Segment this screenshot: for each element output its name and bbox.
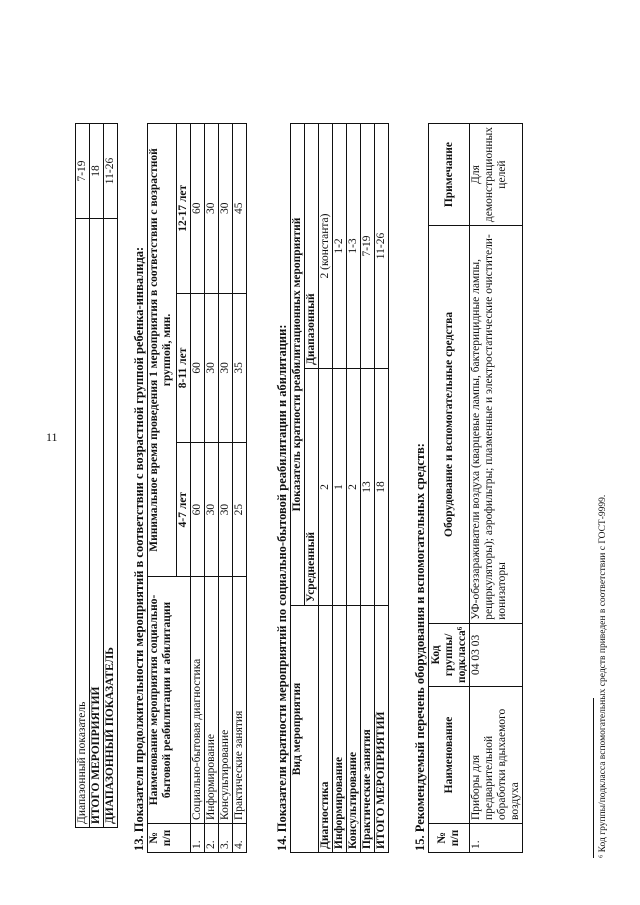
row-num: 1. [470,824,523,853]
row-value: 18 [90,124,104,219]
min-time-header: Минимальное время проведения 1 мероприятия в соответствии с возрастной группой, мин. [148,124,177,577]
kind-header: Вид мероприятия [291,606,319,853]
table-row [90,124,104,828]
table-row [347,124,361,853]
rotated-content [20,28,620,878]
row-avg: 1 [333,369,347,606]
table-row [76,124,90,828]
row-name: Информирование [333,606,347,853]
top-summary-table [75,123,118,828]
row-avg: 18 [375,369,389,606]
section15-table [428,123,523,853]
code-header: Код группы/подкласса⁶ [429,623,470,686]
row-name: Практические занятия [361,606,375,853]
age-header: 12-17 лет [177,124,191,294]
row-name: Информирование [205,577,219,824]
table-row [104,124,118,828]
note-header: Примечание [429,124,470,226]
table-row [233,124,247,853]
row-name: Социально-бытовая диагностика [191,577,205,824]
row-name: Консультирование [347,606,361,853]
row-value: 60 [191,124,205,294]
table-row [375,124,389,853]
table-header-row [429,124,470,853]
row-name: Диагностика [319,606,333,853]
footnote: ⁶ Код группы/подкласса вспомогательных средств приведен в соответствии с ГОСТ-9999. [598,494,608,858]
avg-header: Усредненный [305,369,319,606]
row-range: 2 (константа) [319,124,333,369]
row-num: 3. [219,824,233,853]
section13-table [147,123,247,853]
num-header: № п/п [148,824,191,853]
section15-title: 15. Рекомендуемый перечень оборудования и вспомогательных средств: [413,443,427,851]
row-value: 30 [219,293,233,443]
row-avg: 13 [361,369,375,606]
table-row [191,124,205,853]
table-row [219,124,233,853]
page-number: 11 [46,430,58,444]
row-label: Диапазонный показатель [76,219,90,828]
row-value: 7-19 [76,124,90,219]
section14-table [290,123,389,853]
row-label: ДИАПАЗОННЫЙ ПОКАЗАТЕЛЬ [104,219,118,828]
row-value: 25 [233,443,247,577]
row-value: 30 [205,293,219,443]
section13-title: 13. Показатели продолжительности мероприятий в соответствии с возрастной группой ребенка-инвалида: [132,246,146,851]
table-row [470,124,523,853]
row-name: ИТОГО МЕРОПРИЯТИЙ [375,606,389,853]
row-value: 11-26 [104,124,118,219]
table-row [319,124,333,853]
row-range: 1-2 [333,124,347,369]
row-avg: 2 [347,369,361,606]
row-label: ИТОГО МЕРОПРИЯТИЙ [90,219,104,828]
table-header-row [148,124,177,853]
equipment-header: Оборудование и вспомогательные средства [429,226,470,624]
row-name: Консультирование [219,577,233,824]
row-value: 30 [205,443,219,577]
row-range: 11-26 [375,124,389,369]
row-note: Для демонстрационных целей [470,124,523,226]
row-code: 04 03 03 [470,623,523,686]
row-equipment: УФ-обеззараживатели воздуха (кварцевые лампы, бактерицидные лампы, рециркуляторы); аэрофильтры; плазменные и электростатические очистители-ионизаторы [470,226,523,624]
num-header: № п/п [429,824,470,853]
row-value: 30 [205,124,219,294]
table-row [205,124,219,853]
row-value: 45 [233,124,247,294]
table-row [361,124,375,853]
indicator-header: Показатель кратности реабилитационных мероприятий [291,124,305,606]
row-num: 2. [205,824,219,853]
row-value: 35 [233,293,247,443]
footnote-divider [593,698,594,858]
row-num: 4. [233,824,247,853]
row-name: Практические занятия [233,577,247,824]
row-name: Приборы для предварительной обработки вдыхаемого воздуха [470,687,523,824]
row-value: 60 [191,443,205,577]
age-header: 4-7 лет [177,443,191,577]
row-range: 7-19 [361,124,375,369]
row-num: 1. [191,824,205,853]
range-header: Диапазонный [305,124,319,369]
section14-title: 14. Показатели кратности мероприятий по социально-бытовой реабилитации и абилитации: [275,324,289,851]
row-value: 30 [219,124,233,294]
table-header-row [291,124,305,853]
row-avg: 2 [319,369,333,606]
row-range: 1-3 [347,124,361,369]
name-header: Наименование [429,687,470,824]
name-header: Наименование мероприятия социально-бытовой реабилитации и абилитации [148,577,191,824]
age-header: 8-11 лет [177,293,191,443]
table-row [333,124,347,853]
row-value: 60 [191,293,205,443]
row-value: 30 [219,443,233,577]
